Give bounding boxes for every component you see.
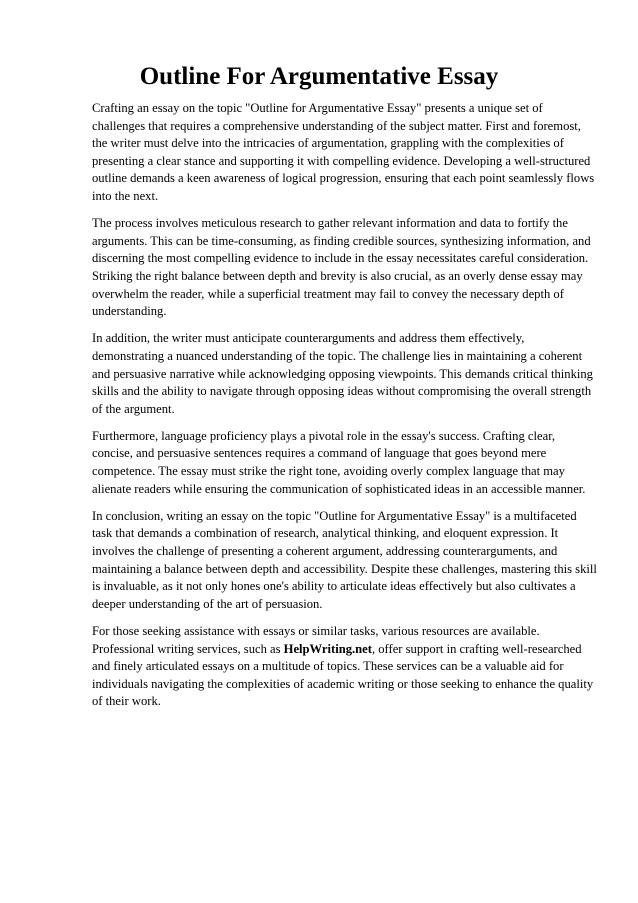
- paragraph-intro: Crafting an essay on the topic "Outline for Argumentative Essay" presents a unique set of challenges that requires a comprehensive understanding of the subject matter. First and foremost, the writer must delve into the intricacies of argumentation, grappling with the complexities of presenting a clear stance and supporting it with compelling evidence. Developing a well-structured outline demands a keen awareness of logical progression, ensuring that each point seamlessly flows into the next.: [92, 101, 595, 203]
- paragraph-counterarguments: In addition, the writer must anticipate counterarguments and address them effectively, demonstrating a nuanced understanding of the topic. The challenge lies in maintaining a coherent and persuasive narrative while acknowledging opposing viewpoints. This demands critical thinking skills and the ability to navigate through opposing ideas without compromising the overall strength of the argument.: [92, 331, 593, 416]
- resources-text-after: , offer support in crafting well-researched and finely articulated essays on a multitude of topics. These services can be a valuable aid for individuals navigating the complexities of academic writing or those seeking to enhance the quality of their work.: [92, 641, 594, 709]
- paragraph-resources: [92, 623, 598, 711]
- paragraph-research: The process involves meticulous research to gather relevant information and data to fortify the arguments. This can be time-consuming, as finding credible sources, synthesizing information, and discerning the most compelling evidence to include in the essay necessitates careful consideration. Striking the right balance between depth and brevity is also crucial, as an overly dense essay may overwhelm the reader, while a superficial treatment may fail to convey the necessary depth of understanding.: [92, 216, 591, 319]
- document-title: Outline For Argumentative Essay: [139, 63, 499, 90]
- paragraph-language: Furthermore, language proficiency plays a pivotal role in the essay's success. Crafting clear, concise, and persuasive sentences requires a command of language that goes beyond mere competence. The essay must strike the right tone, avoiding overly complex language that may alienate readers while ensuring the communication of sophisticated ideas in an accessible manner.: [92, 428, 586, 496]
- helpwriting-link[interactable]: HelpWriting.net: [283, 641, 372, 656]
- resources-text-before: For those seeking assistance with essays or similar tasks, various resources are available. Professional writing services, such as: [92, 624, 540, 656]
- document-body: [92, 100, 598, 721]
- paragraph-conclusion: In conclusion, writing an essay on the topic "Outline for Argumentative Essay" is a multifaceted task that demands a combination of research, analytical thinking, and eloquent expression. It involves the challenge of presenting a coherent argument, addressing counterarguments, and maintaining a balance between depth and accessibility. Despite these challenges, mastering this skill is invaluable, as it not only hones one's ability to articulate ideas effectively but also cultivates a deeper understanding of the art of persuasion.: [92, 508, 597, 611]
